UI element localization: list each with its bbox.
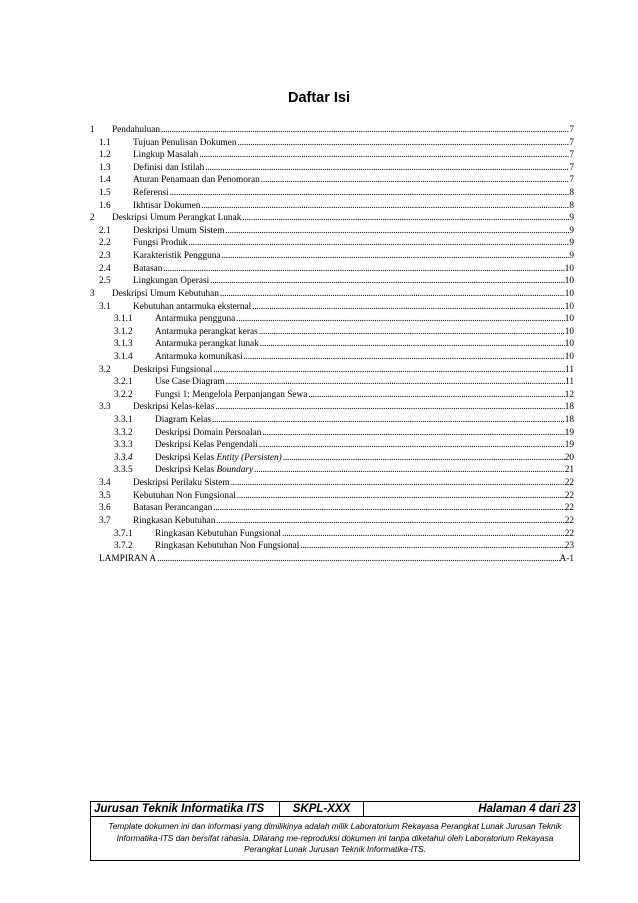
toc-entry-number: 2 [90,213,95,224]
toc-leader-dots [300,540,564,553]
toc-entry-number: 3.7 [99,515,111,526]
toc-entry-title: Tujuan Penulisan Dokumen [133,137,237,148]
footer-bar [90,801,580,817]
table-of-contents [90,124,574,565]
toc-leader-dots [237,490,565,503]
toc-entry-page: 22 [564,515,574,526]
toc-entry-page: 9 [569,225,574,236]
toc-entry-title: Kebutuhan Non Fungsional [133,490,236,501]
toc-entry-page: 8 [569,200,574,211]
toc-entry-title: Batasan [133,263,163,274]
toc-entry-page: 22 [564,490,574,501]
toc-entry-title: Pendahuluan [112,125,161,135]
toc-entry-page: 19 [564,440,574,451]
toc-entry-title: Antarmuka perangkat lunak [155,339,259,350]
toc-entry-title: Ringkasan Kebutuhan [133,515,216,526]
toc-entry-title: Ringkasan Kebutuhan Non Fungsional [155,541,300,552]
toc-entry-page: 10 [564,276,574,287]
toc-entry-number: 3.5 [99,490,111,501]
toc-entry[interactable] [90,401,574,414]
toc-entry-number: 1.1 [99,137,111,148]
toc-entry[interactable] [90,237,574,250]
toc-entry[interactable] [90,477,574,490]
toc-entry-title: Ringkasan Kebutuhan Fungsional [155,528,282,539]
toc-entry-title: Deskripsi Kelas Pengendali [155,440,258,451]
toc-entry-title: Ikhtisar Dokumen [133,200,201,211]
toc-entry[interactable] [90,200,574,213]
toc-entry[interactable] [90,275,574,288]
toc-entry[interactable] [90,427,574,440]
toc-entry-page: 7 [569,162,574,173]
toc-entry-number: 3.3.3 [114,440,133,451]
toc-entry[interactable] [90,124,574,137]
toc-entry[interactable] [90,313,574,326]
toc-entry[interactable] [90,439,574,452]
toc-entry[interactable] [90,212,574,225]
toc-leader-dots [244,351,565,364]
toc-entry[interactable] [90,137,574,150]
toc-entry-page: 10 [564,288,574,299]
toc-leader-dots [222,250,570,263]
toc-entry[interactable] [90,301,574,314]
toc-leader-dots [262,427,564,440]
toc-entry-number: 3.3.1 [114,415,133,426]
toc-entry[interactable] [90,187,574,200]
toc-entry-title: Batasan Perancangan [133,503,213,514]
toc-entry-number: 3 [90,288,95,299]
toc-leader-dots [231,477,565,490]
toc-entry-number: 3.4 [99,478,111,489]
toc-entry-number: 1 [90,125,95,135]
toc-entry-title: Lingkup Masalah [133,150,199,161]
toc-entry-number: 2.3 [99,251,111,262]
toc-leader-dots [220,288,565,301]
toc-leader-dots [308,389,564,402]
toc-leader-dots [216,515,564,528]
toc-entry[interactable] [90,490,574,503]
toc-entry[interactable] [90,540,574,553]
toc-entry-number: 3.1.2 [114,326,133,337]
toc-entry-page: 22 [564,478,574,489]
toc-leader-dots [189,237,570,250]
toc-entry-number: 3.1.1 [114,314,133,325]
toc-leader-dots [210,275,565,288]
toc-leader-dots [236,313,564,326]
toc-entry-title: Deskripsi Kelas [155,452,217,463]
toc-entry[interactable] [90,528,574,541]
toc-entry[interactable] [90,502,574,515]
toc-entry-number: 3.3.5 [114,465,133,476]
toc-leader-dots [252,301,564,314]
toc-entry-page: 18 [564,415,574,426]
toc-entry[interactable] [90,263,574,276]
toc-leader-dots [259,326,565,339]
footer-note: Template dokumen ini dan informasi yang dimilikinya adalah milik Laboratorium Rekayasa Perangkat Lunak Jurusan Teknik Informatika-ITS dan bersifat rahasia. Dilarang me-reproduksi dokumen ini tanpa diketahui oleh Laboratorium Rekayasa Perangkat Lunak Jurusan Teknik Informatika-ITS. [90,817,580,861]
toc-leader-dots [213,502,564,515]
toc-entry-number: 3.7.1 [114,528,133,539]
toc-entry-number: 3.2 [99,364,111,375]
toc-entry-title-italic: Entity (Persisten) [216,452,282,463]
toc-entry-title: Deskripsi Umum Perangkat Lunak [112,213,242,224]
toc-entry-page: 21 [564,465,574,476]
toc-entry-title: Fungsi Produk [133,238,188,249]
toc-leader-dots [283,452,565,465]
toc-entry-number: 3.2.1 [114,377,133,388]
toc-entry-page: 19 [564,427,574,438]
toc-leader-dots [282,528,565,541]
toc-entry-page: 9 [569,238,574,249]
toc-entry-page: 12 [564,389,574,400]
toc-entry-number: 1.3 [99,162,111,173]
toc-entry-page: 20 [564,452,574,463]
toc-entry-page: 22 [564,503,574,514]
toc-entry-number: 3.3.4 [114,452,133,463]
toc-entry-title: Definisi dan Istilah [133,162,205,173]
toc-entry-page: 10 [564,314,574,325]
toc-entry-title: Deskripsi Umum Sistem [133,225,225,236]
toc-entry[interactable] [90,162,574,175]
toc-entry[interactable] [90,149,574,162]
toc-leader-dots [205,162,569,175]
toc-entry[interactable] [90,288,574,301]
toc-entry-number: 1.2 [99,150,111,161]
toc-entry-page: 9 [569,213,574,224]
toc-entry-title-italic: Boundary [216,465,254,476]
toc-entry-number: 2.1 [99,225,111,236]
toc-entry-number: 3.1.3 [114,339,133,350]
toc-entry[interactable] [90,351,574,364]
toc-entry-title: LAMPIRAN A [99,553,157,564]
toc-entry-number: 1.6 [99,200,111,211]
toc-leader-dots [260,338,565,351]
toc-entry-title: Kebutuhan antarmuka eksternal [133,301,252,312]
toc-entry-title: Antarmuka perangkat keras [155,326,258,337]
toc-entry-page: 10 [564,263,574,274]
toc-leader-dots [199,149,569,162]
toc-entry-title: Deskripsi Fungsional [133,364,213,375]
toc-entry-number: 3.3 [99,402,111,413]
toc-entry[interactable] [90,250,574,263]
toc-entry-title: Deskripsi Kelas [155,465,217,476]
toc-entry-number: 2.4 [99,263,111,274]
toc-leader-dots [213,364,565,377]
toc-leader-dots [212,414,565,427]
toc-entry-title: Deskripsi Umum Kebutuhan [112,288,219,299]
toc-entry-title: Fungsi 1: Mengelola Perpanjangan Sewa [155,389,308,400]
toc-leader-dots [261,174,570,187]
toc-entry-page: 7 [569,137,574,148]
toc-entry-title: Antarmuka komunikasi [155,351,243,362]
toc-entry-page: A-1 [559,553,574,564]
toc-leader-dots [201,200,569,213]
toc-entry[interactable] [90,225,574,238]
toc-entry-page: 8 [569,188,574,199]
footer-page-label: Halaman 4 dari 23 [478,803,576,815]
toc-entry-page: 7 [569,175,574,186]
toc-entry-title: Antarmuka pengguna [155,314,236,325]
toc-entry[interactable] [90,414,574,427]
toc-entry-page: 10 [564,301,574,312]
toc-leader-dots [225,225,569,238]
toc-entry[interactable] [90,376,574,389]
toc-entry-number: 2.2 [99,238,111,249]
toc-entry-number: 1.5 [99,188,111,199]
toc-leader-dots [226,376,565,389]
toc-entry[interactable] [90,338,574,351]
toc-entry-page: 18 [564,402,574,413]
page-title: Daftar Isi [287,90,351,106]
toc-entry-number: 2.5 [99,276,111,287]
toc-leader-dots [242,212,569,225]
toc-entry[interactable] [90,326,574,339]
toc-entry-title: Deskripsi Domain Persoalan [155,427,262,438]
toc-entry-number: 3.7.2 [114,541,133,552]
toc-entry[interactable] [90,364,574,377]
toc-entry-page: 11 [565,364,574,375]
toc-entry-number: 3.1 [99,301,111,312]
toc-entry[interactable] [90,464,574,477]
toc-entry-title: Lingkungan Operasi [133,276,210,287]
toc-entry-number: 3.6 [99,503,111,514]
toc-leader-dots [161,124,569,137]
toc-entry-page: 7 [569,125,574,135]
toc-leader-dots [237,137,569,150]
toc-entry[interactable] [90,515,574,528]
toc-entry-page: 23 [564,541,574,552]
toc-entry-title: Diagram Kelas [155,415,212,426]
toc-entry-page: 10 [564,339,574,350]
toc-entry-title: Referensi [133,188,169,199]
toc-leader-dots [157,553,559,566]
toc-entry[interactable] [90,553,574,566]
toc-leader-dots [163,263,564,276]
toc-leader-dots [259,439,565,452]
toc-entry-page: 10 [564,351,574,362]
toc-entry[interactable] [90,389,574,402]
toc-leader-dots [215,401,564,414]
toc-entry-number: 3.3.2 [114,427,133,438]
toc-entry-page: 7 [569,150,574,161]
toc-entry[interactable] [90,452,574,465]
toc-entry-title: Deskripsi Kelas-kelas [133,402,215,413]
footer-department: Jurusan Teknik Informatika ITS [91,802,280,816]
toc-entry-number: 3.1.4 [114,351,133,362]
toc-entry-title: Use Case Diagram [155,377,225,388]
toc-entry-page: 10 [564,326,574,337]
toc-entry-title: Aturan Penamaan dan Penomoran [133,175,260,186]
toc-entry-number: 1.4 [99,175,111,186]
toc-entry-title: Karakteristik Pengguna [133,251,221,262]
toc-entry-number: 3.2.2 [114,389,133,400]
toc-entry-page: 22 [564,528,574,539]
toc-entry-title: Deskripsi Perilaku Sistem [133,478,230,489]
toc-entry-page: 9 [569,251,574,262]
footer-doc-code: SKPL-XXX [280,802,364,816]
toc-leader-dots [170,187,570,200]
toc-entry-page: 11 [565,377,574,388]
toc-entry[interactable] [90,174,574,187]
toc-leader-dots [254,464,565,477]
